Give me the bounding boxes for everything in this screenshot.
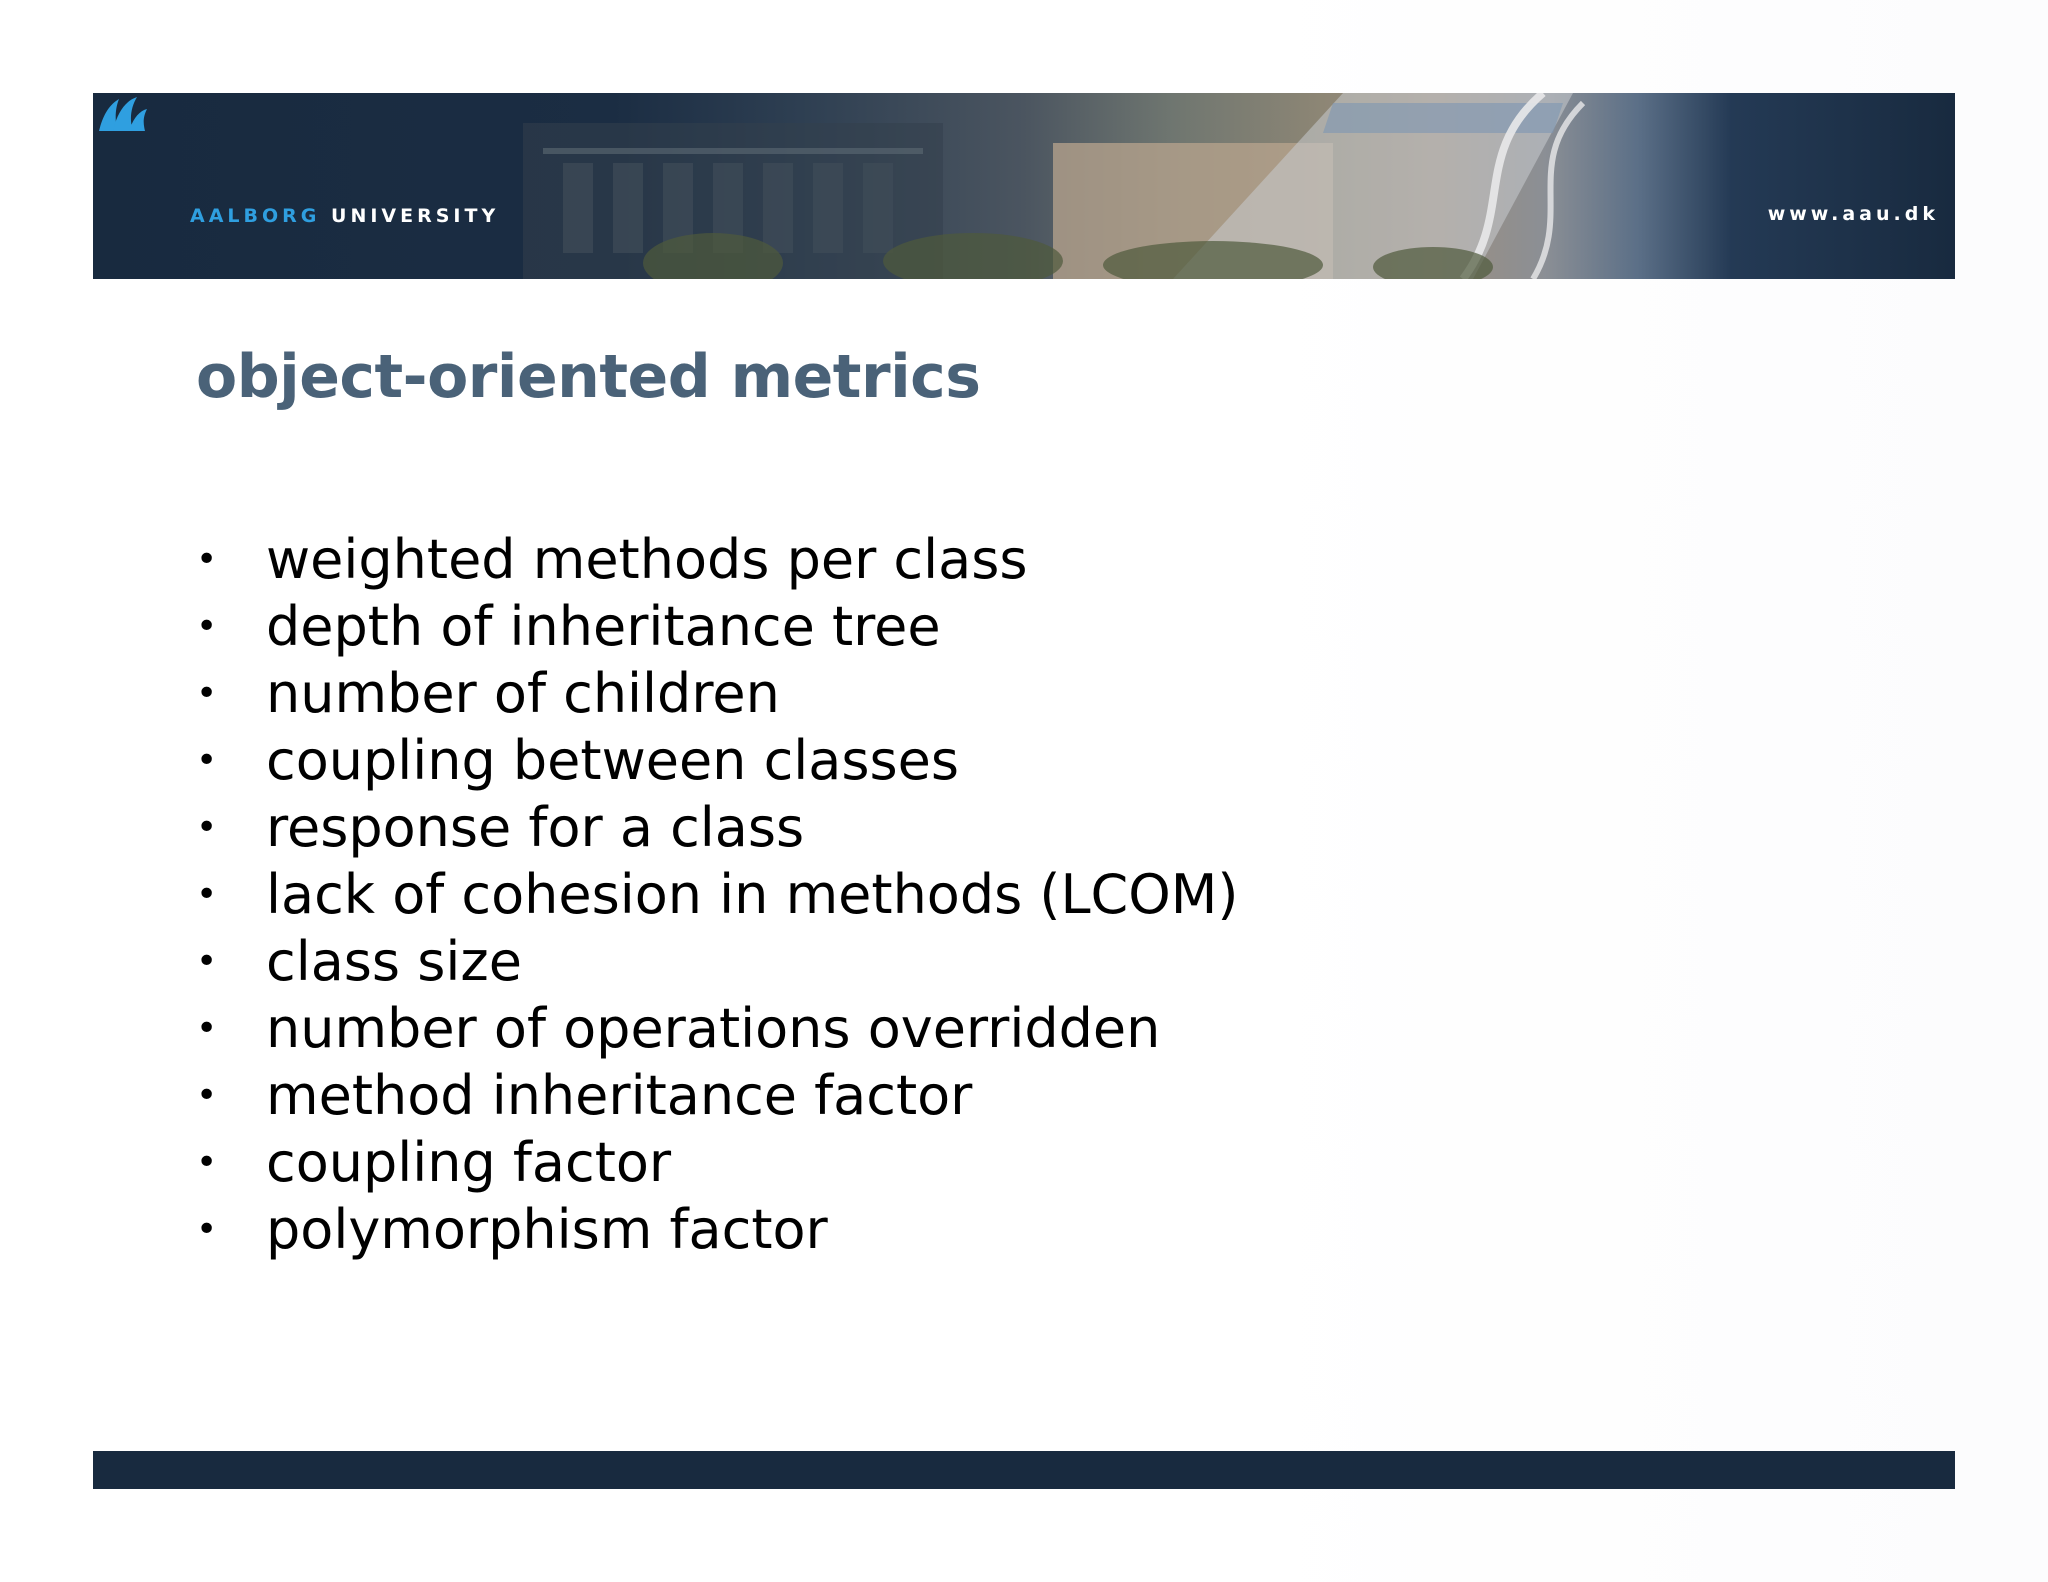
list-item-text: polymorphism factor xyxy=(266,1198,828,1261)
list-item-text: number of operations overridden xyxy=(266,997,1161,1060)
list-item-text: method inheritance factor xyxy=(266,1064,973,1127)
website-url[interactable]: www.aau.dk xyxy=(1767,203,1939,225)
bullet-icon: • xyxy=(196,1142,218,1183)
slide-title: object-oriented metrics xyxy=(196,342,981,412)
university-brand xyxy=(190,205,499,227)
list-item-text: depth of inheritance tree xyxy=(266,595,941,658)
list-item-text: coupling between classes xyxy=(266,729,959,792)
bullet-icon: • xyxy=(196,807,218,848)
bullet-icon: • xyxy=(196,1008,218,1049)
list-item-text: coupling factor xyxy=(266,1131,672,1194)
bullet-icon: • xyxy=(196,673,218,714)
bullet-icon: • xyxy=(196,740,218,781)
bullet-icon: • xyxy=(196,539,218,580)
campus-building-photo xyxy=(93,93,1955,279)
list-item-text: lack of cohesion in methods (LCOM) xyxy=(266,863,1239,926)
aalborg-logo-icon xyxy=(93,93,149,133)
footer-bar xyxy=(93,1451,1955,1489)
bullet-icon: • xyxy=(196,874,218,915)
bullet-icon: • xyxy=(196,941,218,982)
header-banner xyxy=(93,93,1955,279)
brand-name-university: UNIVERSITY xyxy=(331,205,500,227)
list-item-text: weighted methods per class xyxy=(266,528,1028,591)
list-item-text: response for a class xyxy=(266,796,805,859)
list-item-text: number of children xyxy=(266,662,780,725)
brand-name-aalborg: AALBORG xyxy=(190,205,321,227)
bullet-icon: • xyxy=(196,606,218,647)
list-item-text: class size xyxy=(266,930,522,993)
bullet-icon: • xyxy=(196,1209,218,1250)
bullet-icon: • xyxy=(196,1075,218,1116)
